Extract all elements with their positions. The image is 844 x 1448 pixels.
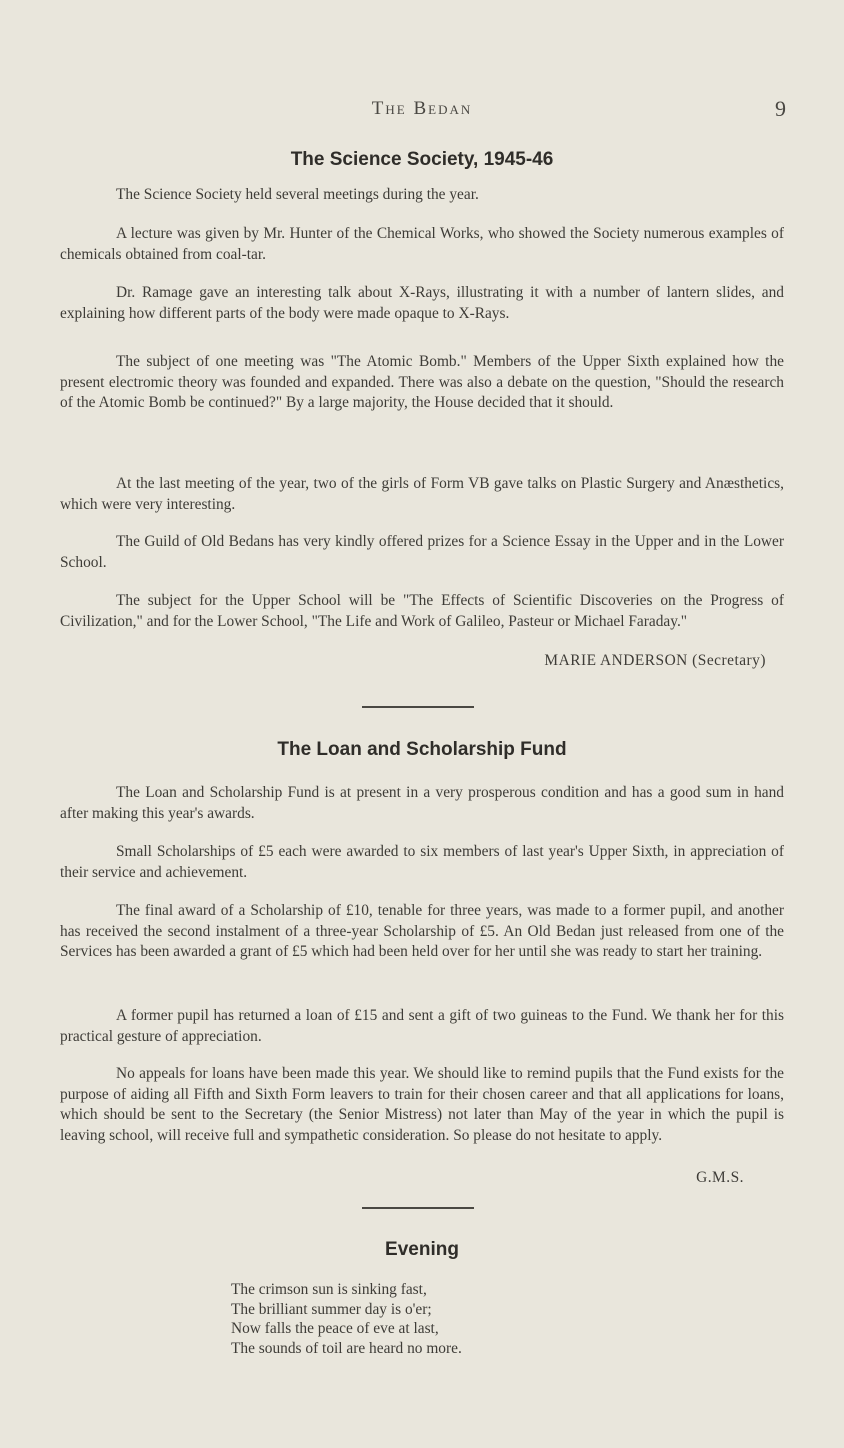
science-paragraph: The Guild of Old Bedans has very kindly offered prizes for a Science Essay in the Upper and in the Lower School. <box>60 533 784 571</box>
science-paragraph: The Science Society held several meetings during the year. <box>116 186 479 203</box>
science-paragraph: The subject for the Upper School will be "The Effects of Scientific Discoveries on the Progress of Civilization," and for the Lower School, "The Life and Work of Galileo, Pasteur or Michael Faraday." <box>60 592 784 630</box>
loan-fund-title: The Loan and Scholarship Fund <box>277 739 567 760</box>
loan-paragraph: A former pupil has returned a loan of £15 and sent a gift of two guineas to the Fund. We thank her for this practical gesture of appreciation. <box>60 1007 784 1045</box>
science-signature: MARIE ANDERSON (Secretary) <box>544 652 766 669</box>
poem-line: Now falls the peace of eve at last, <box>231 1320 439 1337</box>
poem-line: The brilliant summer day is o'er; <box>231 1300 432 1318</box>
poem-line: The sounds of toil are heard no more. <box>231 1339 462 1357</box>
science-paragraph: The subject of one meeting was "The Atomic Bomb." Members of the Upper Sixth explained how the present electromic theory was founded and expanded. There was also a debate on the question, "Should the research of the Atomic Bomb be continued?" By a large majority, the House decided that it should. <box>60 353 784 411</box>
science-society-title: The Science Society, 1945-46 <box>290 149 554 170</box>
poem-line: The crimson sun is sinking fast, <box>231 1281 427 1298</box>
science-paragraph: At the last meeting of the year, two of the girls of Form VB gave talks on Plastic Surgery and Anæsthetics, which were very interesting. <box>60 475 784 513</box>
page-number: 9 <box>775 96 786 121</box>
section-divider <box>362 706 474 708</box>
section-divider <box>362 1207 474 1209</box>
loan-paragraph: No appeals for loans have been made this year. We should like to remind pupils that the Fund exists for the purpose of aiding all Fifth and Sixth Form leavers to train for their chosen career and that all applications for loans, which should be sent to the Secretary (the Senior Mistress) not later than May of the year in which the pupil is leaving school, will receive full and sympathetic consideration. So please do not hesitate to apply. <box>60 1065 784 1144</box>
science-paragraph: A lecture was given by Mr. Hunter of the Chemical Works, who showed the Society numerous examples of chemicals obtained from coal-tar. <box>60 225 784 263</box>
loan-signature: G.M.S. <box>696 1169 744 1186</box>
evening-poem <box>231 1280 462 1358</box>
running-title: The Bedan <box>371 98 473 119</box>
science-paragraph: Dr. Ramage gave an interesting talk about X-Rays, illustrating it with a number of lantern slides, and explaining how different parts of the body were made opaque to X-Rays. <box>60 284 784 322</box>
evening-title: Evening <box>385 1239 459 1260</box>
loan-paragraph: The final award of a Scholarship of £10, tenable for three years, was made to a former pupil, and another has received the second instalment of a three-year Scholarship of £5. An Old Bedan just released from one of the Services has been awarded a grant of £5 which had been held over for her until she was ready to start her training. <box>60 902 784 960</box>
loan-paragraph: The Loan and Scholarship Fund is at present in a very prosperous condition and has a good sum in hand after making this year's awards. <box>60 784 784 822</box>
loan-paragraph: Small Scholarships of £5 each were awarded to six members of last year's Upper Sixth, in appreciation of their service and achievement. <box>60 843 784 881</box>
